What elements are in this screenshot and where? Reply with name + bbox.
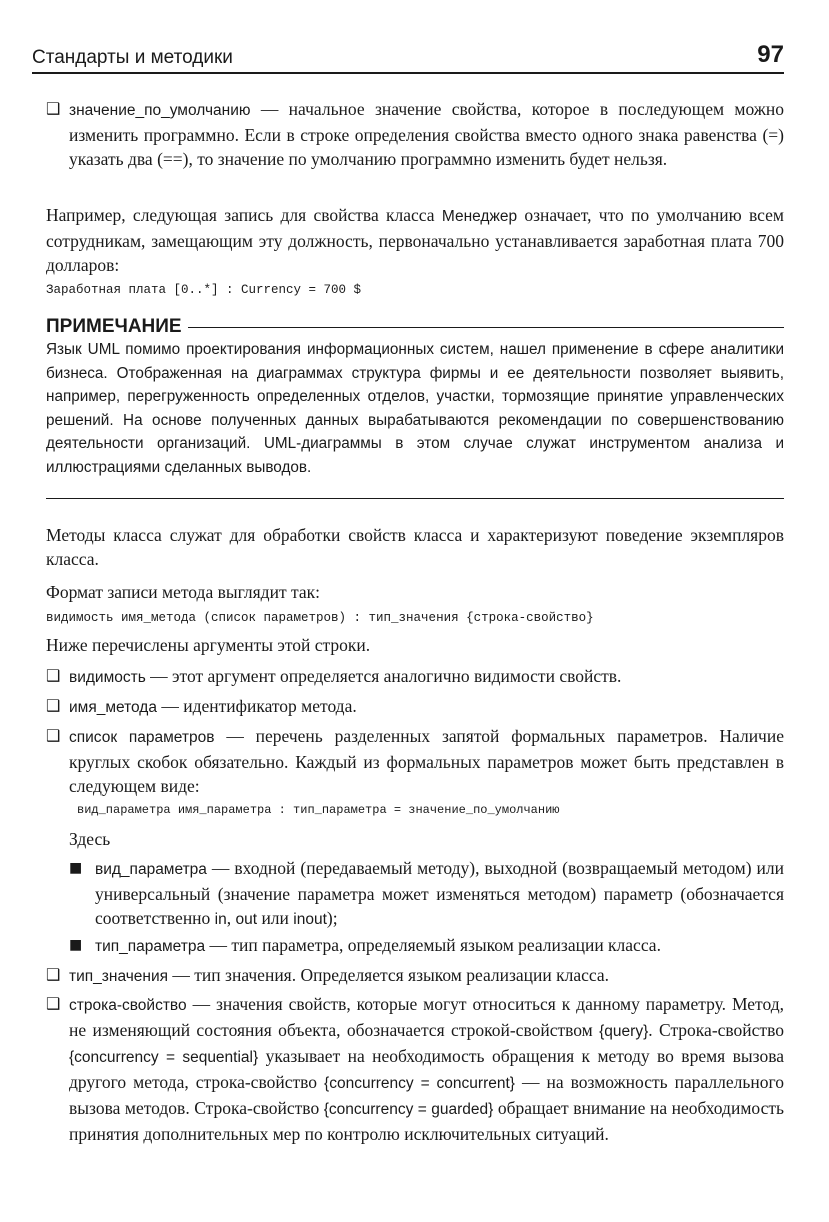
code-line-salary: Заработная плата [0..*] : Currency = 700 $ xyxy=(46,283,362,297)
paragraph-methods: Методы класса служат для обработки свойств класса и характеризуют поведение экземпляров класса. xyxy=(46,525,784,569)
checkbox-bullet-icon: ❑ xyxy=(46,994,61,1013)
term: значение_по_умолчанию xyxy=(69,102,251,119)
paragraph-text: означает, что по умолчанию всем сотрудникам, замещающим эту должность, первоначально устанавливается заработная плата 700 долларов: xyxy=(46,205,784,275)
keyword-query: {query} xyxy=(599,1023,649,1040)
checkbox-bullet-icon: ❑ xyxy=(46,965,61,984)
term: список параметров xyxy=(69,729,215,746)
keyword-concurrent: {concurrency = concurrent} xyxy=(324,1075,515,1092)
sublist-item-param-kind xyxy=(69,856,784,932)
item-text: — этот аргумент определяется аналогично видимости свойств. xyxy=(145,666,622,686)
item-text: — тип параметра, определяемый языком реализации класса. xyxy=(205,935,661,955)
keyword-sequential: {concurrency = sequential} xyxy=(69,1049,259,1066)
list-item-return-type xyxy=(46,963,784,989)
keyword-inout: inout xyxy=(293,911,327,928)
term: имя_метода xyxy=(69,699,157,716)
paragraph-format: Формат записи метода выглядит так: xyxy=(46,582,320,602)
item-text: или xyxy=(257,908,294,928)
term: видимость xyxy=(69,669,146,686)
term: строка-свойство xyxy=(69,997,187,1014)
list-item-method-name xyxy=(46,694,784,720)
note-title: ПРИМЕЧАНИЕ xyxy=(46,316,188,338)
here-label: Здесь xyxy=(69,829,111,849)
list-item-default-value xyxy=(46,97,784,171)
term: Менеджер xyxy=(441,208,518,225)
note-bottom-rule xyxy=(46,498,784,499)
item-text: — начальное значение свойства, которое в последующем можно изменить программно. Если в строке определения свойства вместо одного знака равенства (=) указать два (==), то значение по умолчанию программно изменить будет нельзя. xyxy=(69,99,784,169)
item-text: — значения свойств, которые могут относиться к данному параметру. Метод, не изменяющий состояния объекта, обозначается строкой-свойством xyxy=(69,994,784,1040)
checkbox-bullet-icon: ❑ xyxy=(46,696,61,715)
checkbox-bullet-icon: ❑ xyxy=(46,99,61,118)
item-text: . Строка-свойство xyxy=(648,1020,784,1040)
item-text: обращает внимание на необходимость принятия дополнительных мер по контролю исключительных ситуаций. xyxy=(69,1098,784,1144)
paragraph-text: Например, следующая запись для свойства класса xyxy=(46,205,442,225)
square-bullet-icon: ■ xyxy=(69,937,83,953)
term: тип_значения xyxy=(69,968,169,985)
list-item-property-string xyxy=(46,992,784,1146)
item-text: ); xyxy=(326,908,338,928)
item-text: , xyxy=(226,908,236,928)
item-text: — тип значения. Определяется языком реализации класса. xyxy=(168,965,610,985)
code-line-param: вид_параметра имя_параметра : тип_параметра = значение_по_умолчанию xyxy=(77,803,560,817)
chapter-title: Стандарты и методики xyxy=(32,47,233,68)
paragraph-example xyxy=(46,203,784,277)
keyword-out: out xyxy=(235,911,258,928)
term: вид_параметра xyxy=(95,861,207,878)
page-number: 97 xyxy=(757,41,784,68)
sublist-item-param-type xyxy=(69,933,784,959)
keyword-guarded: {concurrency = guarded} xyxy=(323,1101,494,1118)
checkbox-bullet-icon: ❑ xyxy=(46,666,61,685)
item-text: — на возможность параллельного вызова методов. Строка-свойство xyxy=(69,1072,784,1118)
note-header xyxy=(46,316,784,338)
list-item-param-list xyxy=(46,724,784,798)
keyword-in: in xyxy=(214,911,227,928)
item-text: указывает на необходимость обращения к методу во время вызова другого метода, строка-свойство xyxy=(69,1046,784,1092)
running-header xyxy=(32,40,784,74)
paragraph-args: Ниже перечислены аргументы этой строки. xyxy=(46,635,371,655)
checkbox-bullet-icon: ❑ xyxy=(46,726,61,745)
note-text: Язык UML помимо проектирования информационных систем, нашел применение в сфере аналитики бизнеса. Отображенная на диаграммах структура фирмы и ее деятельности позволяет выявить, например, перегруженность определенных отделов, участки, тормозящие принятие управленческих решений. На основе полученных данных вырабатываются рекомендации по совершенствованию деятельности организаций. UML-диаграммы в этом случае служат инструментом анализа и иллюстрациями сделанных выводов. xyxy=(46,341,784,476)
term: тип_параметра xyxy=(95,938,206,955)
item-text: — перечень разделенных запятой формальных параметров. Наличие круглых скобок обязательно. Каждый из формальных параметров может быть представлен в следующем виде: xyxy=(69,726,784,796)
code-line-method: видимость имя_метода (список параметров) : тип_значения {строка-свойство} xyxy=(46,611,594,625)
list-item-visibility xyxy=(46,664,784,690)
item-text: — входной (передаваемый методу), выходной (возвращаемый методом) или универсальный (значение параметра может изменяться методом) параметр (обозначается соответственно xyxy=(95,858,784,928)
item-text: — идентификатор метода. xyxy=(156,696,357,716)
square-bullet-icon: ■ xyxy=(69,860,83,876)
